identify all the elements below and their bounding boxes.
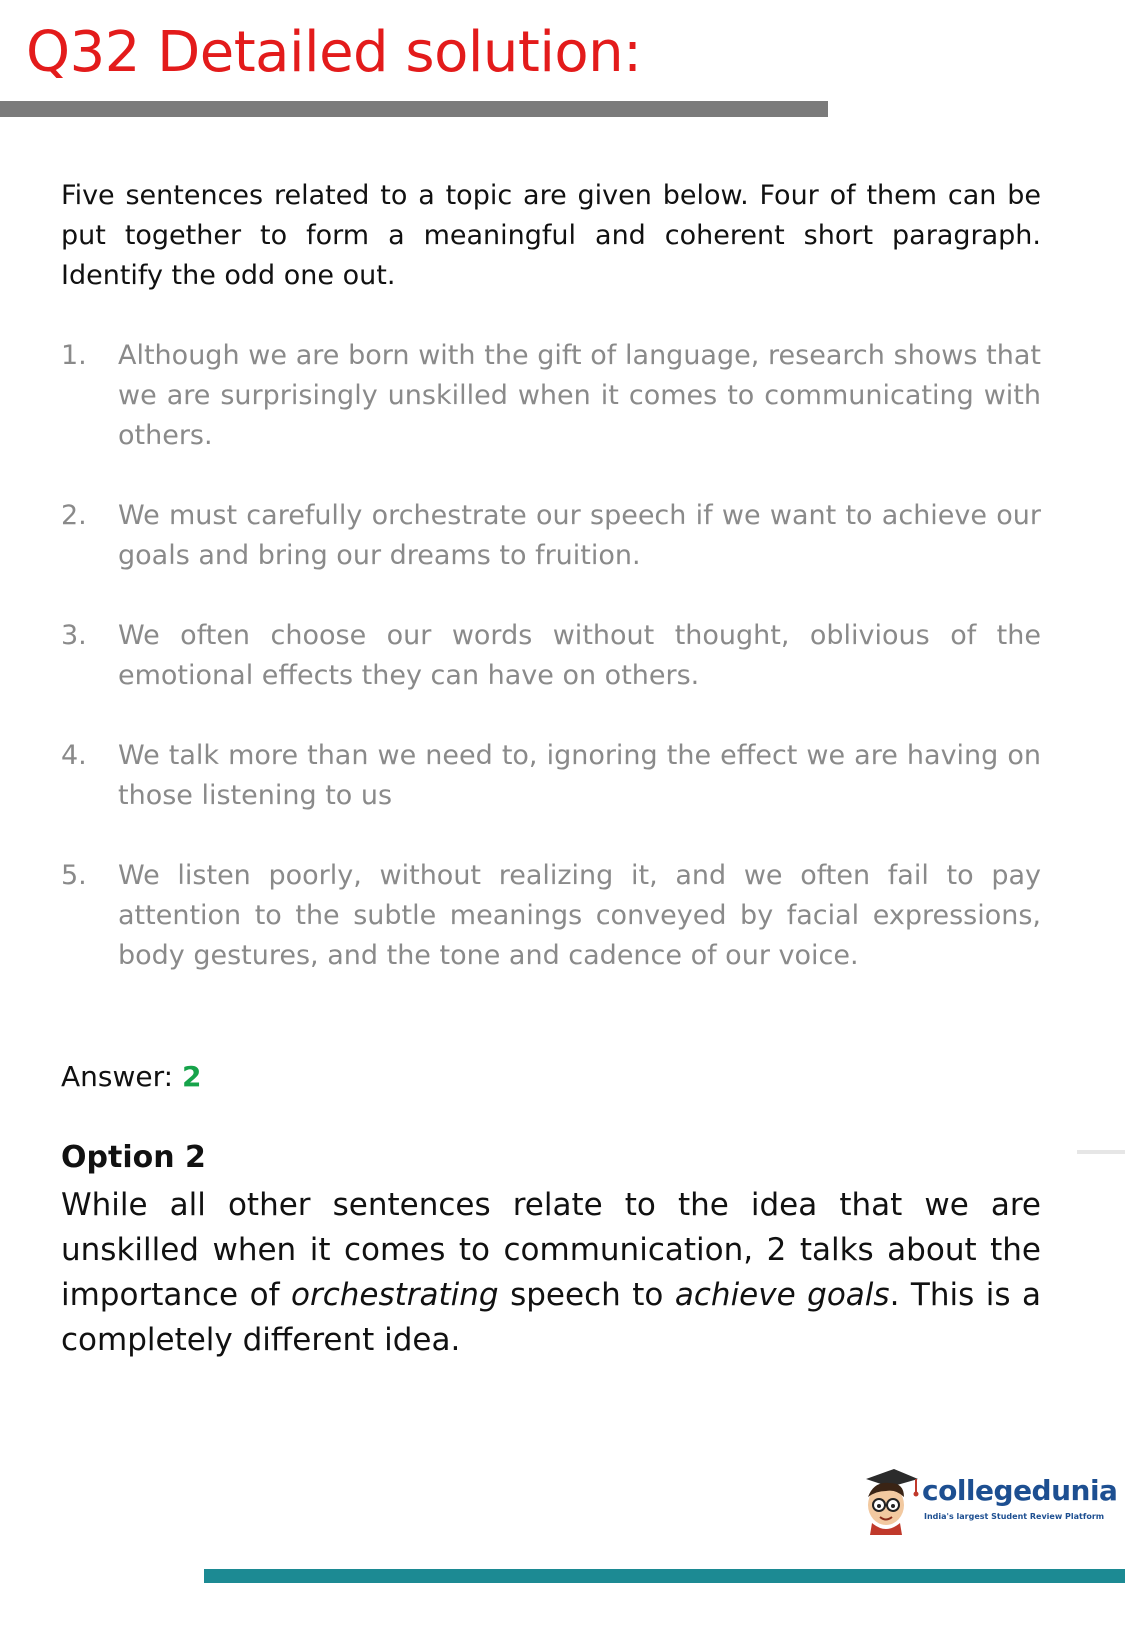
explanation-part-1: While all other sentences relate to the idea that we are unskilled when it comes to communication, 2 talks about the importance of: [61, 1187, 1041, 1313]
brand-logo: [860, 1465, 1118, 1535]
brand-tagline: India's largest Student Review Platform: [924, 1512, 1105, 1521]
mascot-icon: [860, 1465, 920, 1535]
solution-explanation: [61, 1183, 1041, 1363]
explanation-part-2: speech to: [498, 1277, 675, 1313]
sentence-item: [61, 736, 1041, 816]
sentence-item: [61, 336, 1041, 456]
explanation-part-3: . This is a completely different idea.: [61, 1277, 1041, 1358]
page-edge-mark: [1077, 1150, 1125, 1154]
answer-line: [61, 1057, 201, 1097]
question-intro: Five sentences related to a topic are given below. Four of them can be put together to form a meaningful and coherent short paragraph. Identify the odd one out.: [61, 180, 1041, 291]
answer-value: 2: [181, 1060, 202, 1093]
sentence-text: We listen poorly, without realizing it, and we often fail to pay attention to the subtle meanings conveyed by facial expressions, body gestures, and the tone and cadence of our voice.: [118, 860, 1041, 971]
sentence-text: We must carefully orchestrate our speech if we want to achieve our goals and bring our dreams to fruition.: [118, 500, 1041, 571]
answer-label: Answer:: [61, 1060, 174, 1093]
sentence-number: 3.: [61, 620, 87, 651]
sentence-number: 5.: [61, 860, 87, 891]
sentence-item: [61, 616, 1041, 696]
option-heading: Option 2: [61, 1140, 206, 1175]
sentence-number: 4.: [61, 740, 87, 771]
title-underline-bar: [0, 101, 828, 117]
sentence-text: We talk more than we need to, ignoring the effect we are having on those listening to us: [118, 740, 1041, 811]
page-title: Q32 Detailed solution:: [26, 20, 642, 85]
sentence-item: [61, 496, 1041, 576]
explanation-emphasis-orchestrating: orchestrating: [290, 1277, 499, 1313]
sentence-item: [61, 856, 1041, 976]
explanation-emphasis-achieve-goals: achieve goals: [674, 1277, 890, 1313]
footer-bar: [204, 1569, 1125, 1583]
sentence-number: 1.: [61, 340, 87, 371]
sentence-text: Although we are born with the gift of language, research shows that we are surprisingly unskilled when it comes to communicating with others.: [118, 340, 1041, 451]
sentence-text: We often choose our words without thought, oblivious of the emotional effects they can have on others.: [118, 620, 1041, 691]
brand-name: collegedunia: [922, 1474, 1118, 1507]
sentence-number: 2.: [61, 500, 87, 531]
sentence-list: [61, 336, 1041, 1016]
